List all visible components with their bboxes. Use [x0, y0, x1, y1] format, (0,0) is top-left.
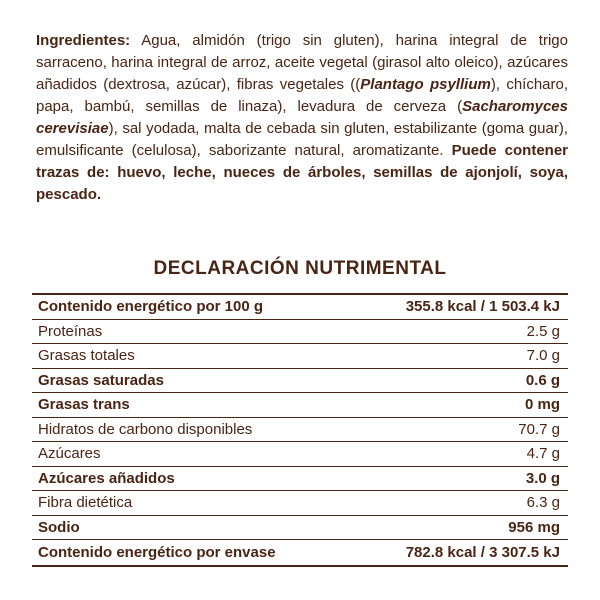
nutrition-title: DECLARACIÓN NUTRIMENTAL — [153, 258, 447, 279]
ingredients-species-2: Sacharomyces cerevisiae — [36, 98, 568, 137]
table-row — [32, 442, 568, 467]
row-label: Grasas trans — [38, 396, 130, 414]
table-row — [32, 320, 568, 345]
table-row — [32, 393, 568, 418]
row-label: Proteínas — [38, 322, 103, 340]
row-value: 3.0 g — [525, 469, 560, 487]
table-row — [32, 467, 568, 492]
allergen-statement: Puede contener trazas de: huevo, leche, nueces de árboles, semillas de ajonjolí, soya, pescado. — [36, 142, 568, 203]
row-value: 0 mg — [524, 396, 560, 414]
ingredients-label: Ingredientes: — [36, 32, 131, 49]
table-row — [32, 369, 568, 394]
row-label: Grasas saturadas — [38, 371, 164, 389]
table-row — [32, 491, 568, 516]
table-row — [32, 540, 568, 565]
row-value: 956 mg — [508, 518, 560, 536]
ingredients-text-3: ), sal yodada, malta de cebada sin gluten, estabilizante (goma guar), emulsificante (celulosa), saborizante natural, aromatizante. — [36, 120, 568, 159]
ingredients-paragraph — [36, 30, 568, 206]
ingredients-species-1: Plantago psyllium — [360, 76, 491, 93]
row-value: 7.0 g — [526, 347, 560, 365]
table-row — [32, 418, 568, 443]
table-row — [32, 295, 568, 320]
row-value: 355.8 kcal / 1 503.4 kJ — [405, 298, 560, 316]
nutrition-table — [32, 293, 568, 567]
ingredients-text-1: Agua, almidón (trigo sin gluten), harina integral de trigo sarraceno, harina integral de arroz, aceite vegetal (girasol alto oleico), azúcares añadidos (dextrosa, azúcar), fibras vegetales (( — [36, 32, 568, 93]
row-value: 2.5 g — [526, 322, 560, 340]
row-label: Grasas totales — [38, 347, 135, 365]
row-value: 70.7 g — [518, 420, 560, 438]
row-label: Hidratos de carbono disponibles — [38, 420, 253, 438]
ingredients-text-2: ), chícharo, papa, bambú, semillas de linaza), levadura de cerveza ( — [36, 76, 569, 115]
table-row — [32, 516, 568, 541]
row-label: Sodio — [38, 518, 80, 536]
row-value: 0.6 g — [525, 371, 560, 389]
row-value: 4.7 g — [526, 445, 560, 463]
row-value: 6.3 g — [526, 494, 560, 512]
row-label: Azúcares — [38, 445, 101, 463]
row-value: 782.8 kcal / 3 307.5 kJ — [405, 543, 560, 561]
table-row — [32, 344, 568, 369]
row-label: Contenido energético por envase — [38, 543, 276, 561]
row-label: Contenido energético por 100 g — [38, 298, 264, 316]
row-label: Fibra dietética — [38, 494, 133, 512]
row-label: Azúcares añadidos — [38, 469, 175, 487]
